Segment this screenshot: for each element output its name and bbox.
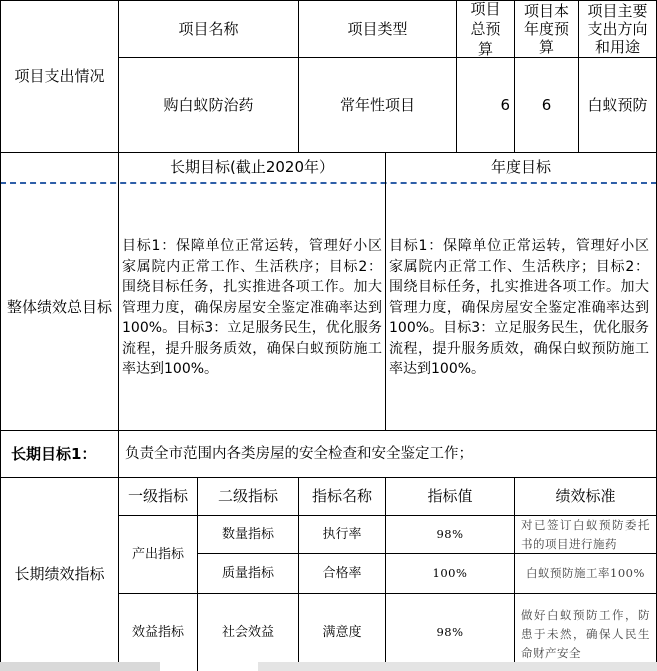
- header-indicator-value: 指标值: [427, 487, 473, 505]
- col-divider: [385, 152, 386, 430]
- performance-standard: 白蚁预防施工率100%: [526, 566, 645, 580]
- annual-goal-text: 目标1：保障单位正常运转，管理好小区家属院内正常工作、生活秩序；目标2：围绕目标任务，扎实推进各项工作。加大管理力度，确保房屋安全鉴定准确率达到100%。目标3：立足服务民生，优化服务流程，提升服务质效，确保白蚁预防施工率达到100%。: [389, 238, 649, 377]
- horizontal-scrollbar-track[interactable]: [258, 662, 657, 671]
- level2-quality: 质量指标: [221, 566, 274, 581]
- value-annual-budget: 6: [541, 95, 552, 114]
- performance-standard: 对已签订白蚁预防委托书的项目进行施药: [521, 517, 650, 551]
- value-project-name: 购白蚁防治药: [163, 95, 254, 114]
- project-expense-label: 项目支出情况: [14, 67, 105, 85]
- level1-benefit: 效益指标: [131, 625, 184, 640]
- performance-standard: 做好白蚁预防工作，防患于未然，确保人民生命财产安全: [521, 608, 650, 660]
- header-total-budget: 项目总预算: [470, 0, 501, 58]
- header-performance-standard: 绩效标准: [555, 487, 616, 505]
- header-spending-direction: 项目主要支出方向和用途: [587, 2, 648, 56]
- indicator-value: 98%: [436, 527, 464, 541]
- indicator-name: 满意度: [322, 625, 362, 640]
- long-term-goal-header: 长期目标(截止2020年）: [169, 158, 335, 176]
- level2-social: 社会效益: [221, 625, 274, 640]
- header-project-name: 项目名称: [178, 19, 239, 38]
- performance-indicators-label: 长期绩效指标: [14, 565, 105, 583]
- indicator-value: 100%: [432, 566, 468, 580]
- long-term-goal-1-text: 负责全市范围内各类房屋的安全检查和安全鉴定工作；: [125, 445, 473, 462]
- header-indicator-name: 指标名称: [311, 487, 372, 505]
- level1-output: 产出指标: [131, 547, 184, 562]
- value-spending-direction: 白蚁预防: [587, 95, 648, 114]
- indicator-value: 98%: [436, 625, 464, 639]
- indicator-name: 合格率: [322, 566, 362, 581]
- horizontal-scrollbar[interactable]: [0, 662, 160, 671]
- value-total-budget: 6: [500, 95, 510, 114]
- header-level1: 一级指标: [127, 487, 188, 505]
- header-project-type: 项目类型: [347, 19, 408, 38]
- value-project-type: 常年性项目: [339, 95, 415, 114]
- annual-goal-header: 年度目标: [490, 158, 551, 176]
- header-annual-budget: 项目本年度预算: [523, 2, 569, 56]
- header-level2: 二级指标: [217, 487, 278, 505]
- long-term-goal-1-label: 长期目标1：: [11, 444, 97, 463]
- indicator-name: 执行率: [322, 527, 362, 542]
- level2-quantity: 数量指标: [221, 527, 274, 542]
- long-term-goal-text: 目标1：保障单位正常运转，管理好小区家属院内正常工作、生活秩序；目标2：围绕目标任务，扎实推进各项工作。加大管理力度，确保房屋安全鉴定准确率达到100%。目标3：立足服务民生，优化服务流程，提升服务质效，确保白蚁预防施工率达到100%。: [122, 238, 382, 377]
- overall-goal-label: 整体绩效总目标: [6, 297, 112, 316]
